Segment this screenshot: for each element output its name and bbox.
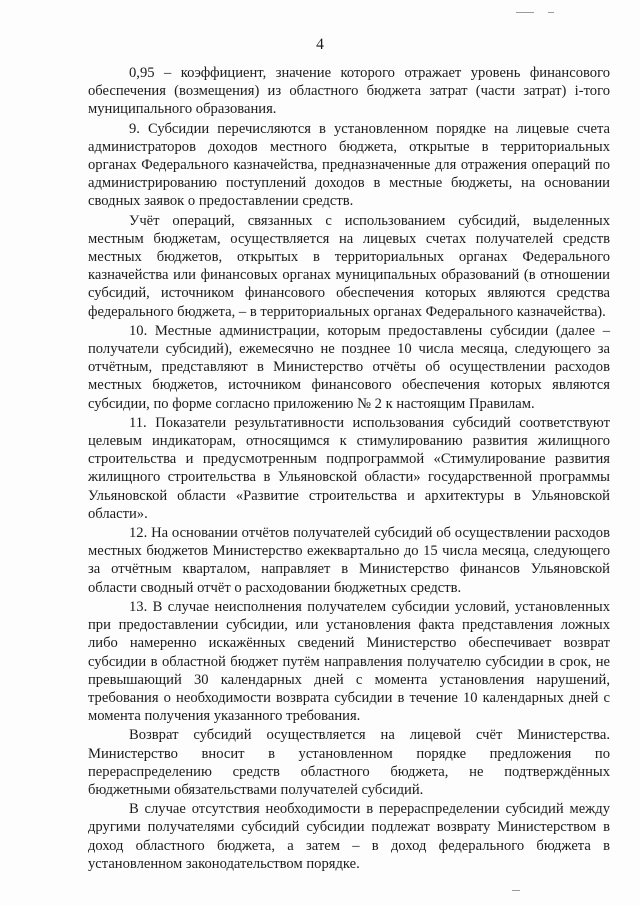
paragraph-coefficient: 0,95 – коэффициент, значение которого отражает уровень финансового обеспечения (возмещения) из областного бюджета затрат (части затрат) i-того муниципального образования. xyxy=(88,65,610,118)
paragraph-redistribution: В случае отсутствия необходимости в перераспределении субсидий между другими получателями субсидий субсидии подлежат возврату Министерством в доход областного бюджета, а затем – в доход федерального бюджета в установленном законодательством порядке. xyxy=(88,801,610,872)
paragraph-11: 11. Показатели результативности использования субсидий соответствуют целевым индикаторам, относящимся к стимулированию развития жилищного строительства и предусмотренным подпрограммой «Стимулирование развития жилищного строительства в Ульяновской области» государственной программы Ульяновской области «Развитие строительства и архитектуры в Ульяновской области». xyxy=(88,414,610,522)
paragraph-12: 12. На основании отчётов получателей субсидий об осуществлении расходов местных бюджетов Министерство ежеквартально до 15 числа месяца, следующего за отчётным кварталом, направляет в Министерство финансов Ульяновской области сводный отчёт о расходовании бюджетных средств. xyxy=(88,525,610,596)
paragraph-9: 9. Субсидии перечисляются в установленном порядке на лицевые счета администраторов доходов местного бюджета, открытые в территориальных органах Федерального казначейства, предназначенные для отражения операций по администрированию поступлений доходов в местные бюджеты, на основании сводных заявок о предоставлении средств. xyxy=(88,120,610,210)
page-number: 4 xyxy=(316,36,324,53)
document-body xyxy=(88,64,610,874)
scan-artifact xyxy=(548,12,554,13)
scan-artifact xyxy=(512,890,520,891)
scan-artifact xyxy=(516,12,534,13)
paragraph-refund: Возврат субсидий осуществляется на лицевой счёт Министерства. Министерство вносит в установленном порядке предложения по перераспределению средств областного бюджета, не подтверждённых бюджетными обязательствами получателей субсидий. xyxy=(88,727,610,798)
paragraph-10: 10. Местные администрации, которым предоставлены субсидии (далее – получатели субсидий), ежемесячно не позднее 10 числа месяца, следующего за отчётным, представляют в Министерство отчёты об осуществлении расходов местных бюджетов, источником финансового обеспечения которых являются субсидии, по форме согласно приложению № 2 к настоящим Правилам. xyxy=(88,322,610,412)
paragraph-accounting: Учёт операций, связанных с использованием субсидий, выделенных местным бюджетам, осуществляется на лицевых счетах получателей средств местных бюджетов, открытых в территориальных органах Федерального казначейства или финансовых органах муниципальных образований (в отношении субсидий, источником финансового обеспечения которых являются средства федерального бюджета, – в территориальных органах Федерального казначейства). xyxy=(88,212,610,320)
paragraph-13: 13. В случае неисполнения получателем субсидии условий, установленных при предоставлении субсидии, или установления факта представления ложных либо намеренно искажённых сведений Министерство обеспечивает возврат субсидии в областной бюджет путём направления получателю субсидии в срок, не превышающий 30 календарных дней с момента установления нарушений, требования о необходимости возврата субсидии в течение 10 календарных дней с момента получения указанного требования. xyxy=(88,598,610,725)
